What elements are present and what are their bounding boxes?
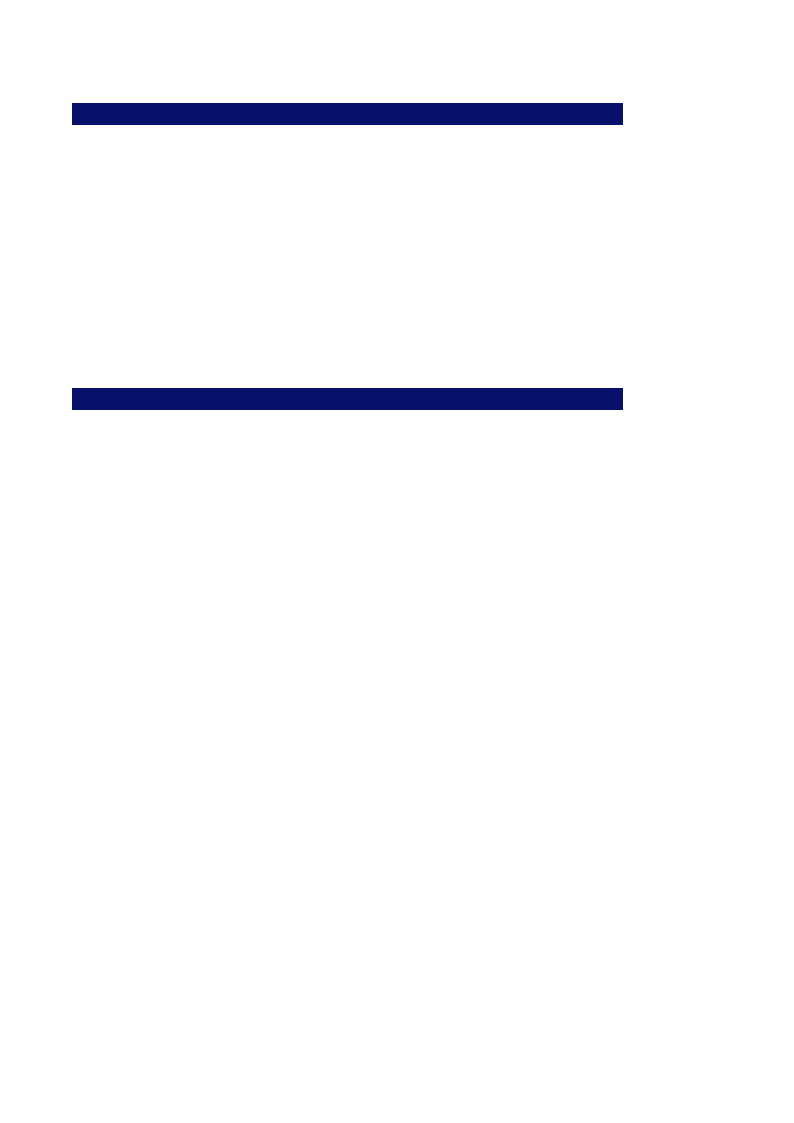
fig7-top-grid xyxy=(72,410,623,658)
fig7-header xyxy=(72,388,623,410)
fig6-header xyxy=(72,103,623,125)
fig7-bottom-grid xyxy=(72,658,623,904)
fig6-grid xyxy=(72,125,623,357)
fig7-panel xyxy=(72,388,623,905)
fig6-panel xyxy=(72,103,623,357)
